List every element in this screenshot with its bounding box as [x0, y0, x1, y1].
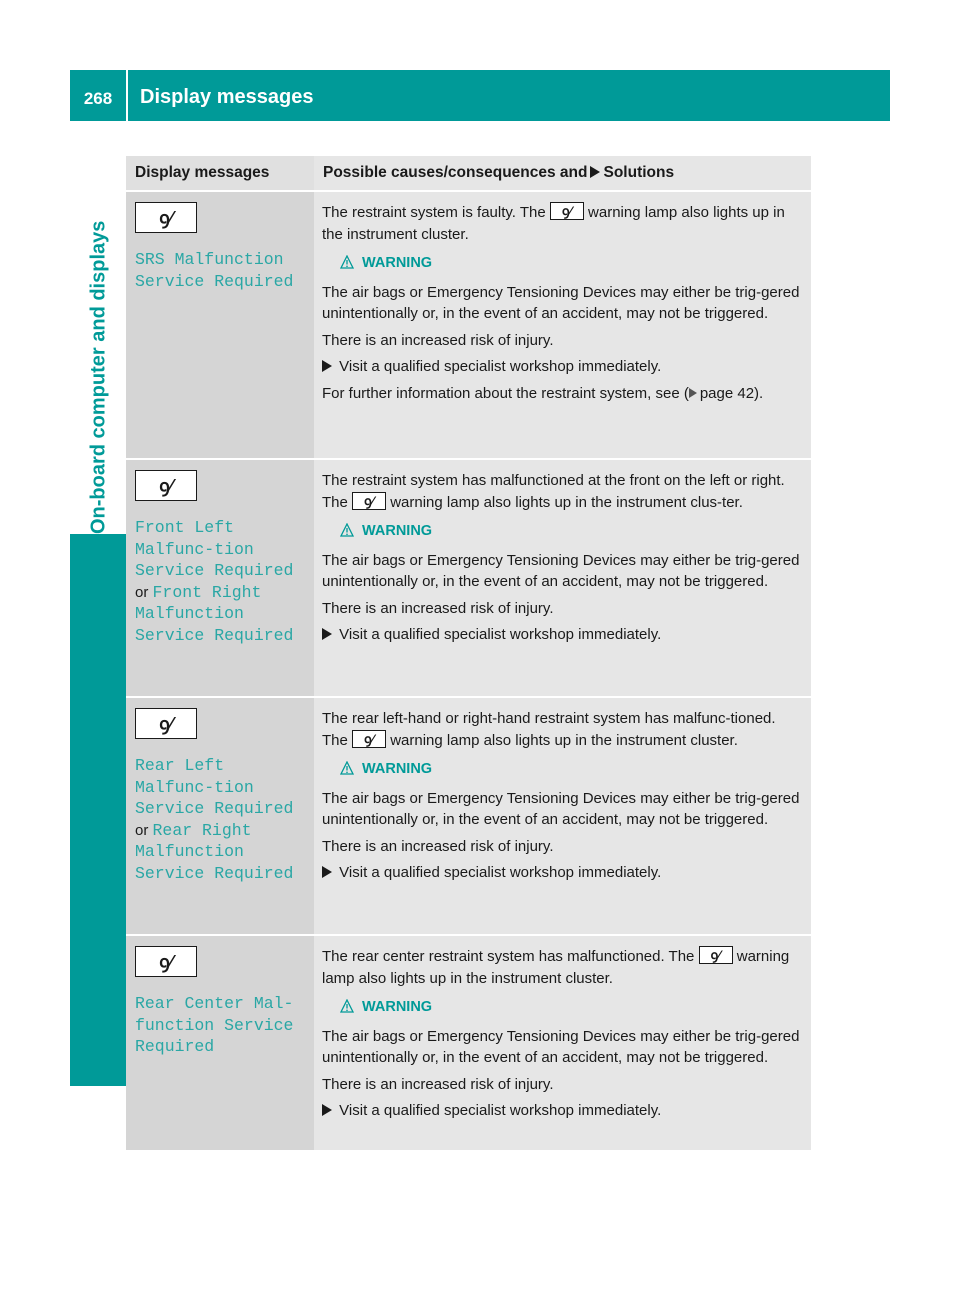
display-message-line: Required: [135, 1037, 215, 1056]
table-header-row: [126, 156, 811, 190]
warning-triangle-icon: [340, 523, 354, 537]
solution-step: [322, 356, 803, 378]
cause-text-end: warning lamp also lights up in the instrument cluster.: [322, 204, 785, 243]
solution-step: [322, 624, 803, 646]
airbag-warning-icon: ꝯ⁄: [352, 492, 386, 510]
display-message-front-left: Front Left Malfunc-tion Service Required: [135, 518, 294, 580]
warning-heading: [340, 759, 803, 781]
solution-step-text: Visit a qualified specialist workshop immediately.: [339, 358, 662, 375]
page-header: [70, 70, 890, 121]
cause-solution-cell: [314, 936, 811, 1150]
warning-heading: [340, 521, 803, 543]
table-row: [126, 460, 811, 696]
risk-text: There is an increased risk of injury.: [322, 331, 554, 349]
arrow-right-icon: [322, 628, 332, 640]
display-message-cell: [126, 192, 314, 458]
cause-text: [322, 946, 803, 989]
cause-text: [322, 470, 803, 513]
display-message-cell: [126, 936, 314, 1150]
cause-text: [322, 202, 803, 245]
section-title: On-board computer and displays: [87, 220, 110, 534]
solution-step-text: Visit a qualified specialist workshop immediately.: [339, 1102, 662, 1119]
cause-text: [322, 708, 803, 751]
page-number: 268: [83, 88, 113, 108]
airbag-warning-icon: ꝯ⁄: [699, 946, 733, 964]
display-message-cell: [126, 698, 314, 934]
arrow-right-icon: [322, 866, 332, 878]
solution-step: [322, 1100, 803, 1122]
cause-text-start: The rear left-hand or right-hand restraint system has malfunc-tioned. The: [322, 710, 776, 749]
display-message-cell: [126, 460, 314, 696]
risk-text: There is an increased risk of injury.: [322, 837, 554, 855]
further-info-start: For further information about the restraint system, see (: [322, 384, 689, 402]
arrow-right-icon: [322, 360, 332, 372]
page-reference-icon: [689, 388, 697, 398]
warning-triangle-icon: [340, 255, 354, 269]
cause-text-start: The restraint system has malfunctioned at the front on the left or right. The: [322, 472, 785, 511]
warning-label: WARNING: [362, 999, 433, 1015]
airbag-warning-icon: ꝯ⁄: [135, 708, 197, 739]
page-reference-link[interactable]: page 42).: [699, 384, 764, 402]
cause-solution-cell: [314, 698, 811, 934]
arrow-right-icon: [590, 166, 600, 178]
warning-triangle-icon: [340, 761, 354, 775]
warning-triangle-icon: [340, 999, 354, 1013]
table-row: [126, 192, 811, 458]
arrow-right-icon: [322, 1104, 332, 1116]
causes-header-prefix: Possible causes/consequences and: [323, 164, 588, 181]
display-message-line: function Service: [135, 1015, 294, 1035]
risk-text: There is an increased risk of injury.: [322, 1075, 554, 1093]
cause-text-end: warning lamp also lights up in the instrument cluster.: [390, 731, 738, 749]
display-message-line: Rear Center Mal-: [135, 994, 294, 1013]
warning-text: The air bags or Emergency Tensioning Devices may either be trig-gered unintentionally or, in the event of an accident, may not be triggered.: [322, 551, 800, 590]
warning-text: The air bags or Emergency Tensioning Devices may either be trig-gered unintentionally or, in the event of an accident, may not be triggered.: [322, 1027, 800, 1066]
display-message-rear-right: Rear Right Malfunction Service Required: [135, 820, 294, 883]
cause-text-start: The rear center restraint system has malfunctioned. The: [322, 948, 695, 965]
cause-text-start: The restraint system is faulty. The: [322, 204, 546, 221]
airbag-warning-icon: ꝯ⁄: [352, 730, 386, 748]
column-header-display-messages: Display messages: [126, 156, 314, 190]
warning-text: The air bags or Emergency Tensioning Devices may either be trig-gered unintentionally or, in the event of an accident, may not be triggered.: [322, 789, 800, 828]
table-row: [126, 698, 811, 934]
or-word: or: [135, 583, 149, 601]
further-info-text: [322, 383, 803, 405]
cause-solution-cell: [314, 460, 811, 696]
solution-step-text: Visit a qualified specialist workshop immediately.: [339, 864, 662, 881]
warning-label: WARNING: [362, 761, 433, 777]
warning-label: WARNING: [362, 255, 433, 271]
cause-text-end: warning lamp also lights up in the instrument cluster.: [322, 948, 790, 987]
airbag-warning-icon: ꝯ⁄: [135, 946, 197, 977]
column-header-causes: [314, 156, 811, 190]
display-messages-table: [126, 154, 811, 1152]
display-message-line: Service Required: [135, 271, 294, 291]
solution-step-text: Visit a qualified specialist workshop immediately.: [339, 626, 662, 643]
side-tab-block: [70, 534, 126, 1086]
cause-text-end: warning lamp also lights up in the instrument clus-ter.: [390, 493, 743, 511]
solution-step: [322, 862, 803, 884]
display-message-rear-left: Rear Left Malfunc-tion Service Required: [135, 756, 294, 818]
airbag-warning-icon: ꝯ⁄: [550, 202, 584, 220]
airbag-warning-icon: ꝯ⁄: [135, 470, 197, 501]
cause-solution-cell: [314, 192, 811, 458]
warning-text: The air bags or Emergency Tensioning Devices may either be trig-gered unintentionally or, in the event of an accident, may not be triggered.: [322, 283, 800, 322]
page-title: Display messages: [140, 86, 314, 108]
warning-label: WARNING: [362, 523, 433, 539]
table-row: [126, 936, 811, 1150]
or-word: or: [135, 821, 149, 839]
risk-text: There is an increased risk of injury.: [322, 599, 554, 617]
airbag-warning-icon: ꝯ⁄: [135, 202, 197, 233]
warning-heading: [340, 997, 803, 1019]
warning-heading: [340, 253, 803, 275]
display-message-front-right: Front Right Malfunction Service Required: [135, 582, 294, 645]
display-message-line: SRS Malfunction: [135, 250, 284, 269]
causes-header-suffix: Solutions: [603, 164, 675, 181]
